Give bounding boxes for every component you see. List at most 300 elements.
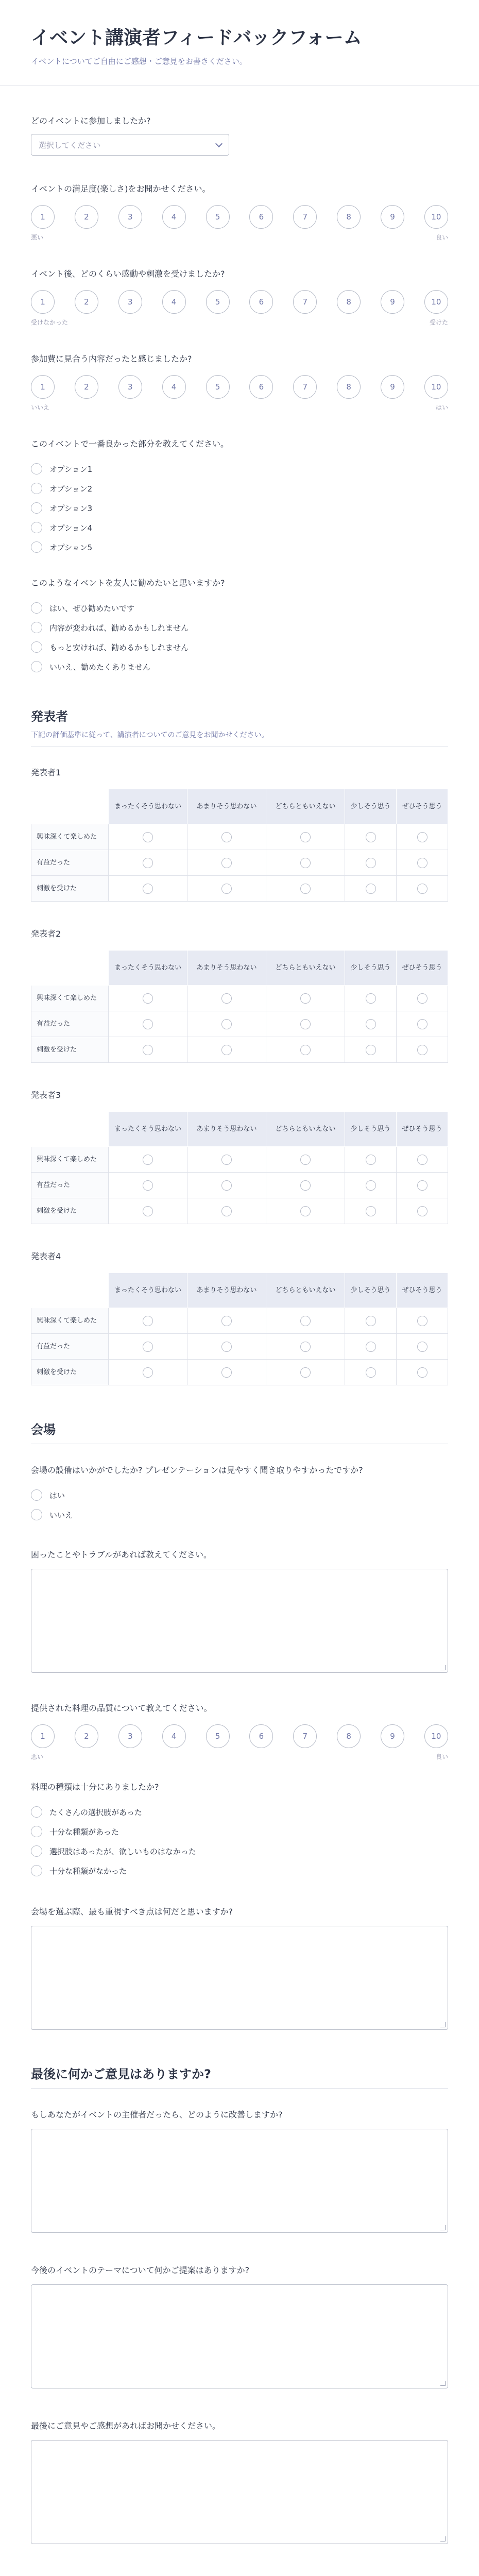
matrix-column-header: どちらともいえない [266,1112,345,1147]
rating-option[interactable]: 1 [31,290,55,314]
matrix-corner [31,951,109,986]
rating-option[interactable]: 6 [249,375,273,399]
rating-option[interactable]: 9 [381,375,404,399]
matrix-radio[interactable] [300,1206,311,1216]
matrix-cell [187,876,266,902]
rating-option[interactable]: 2 [75,205,98,229]
matrix-radio[interactable] [143,832,153,842]
rating-option[interactable]: 7 [293,375,317,399]
radio-option-label: 十分な種類がなかった [49,1866,127,1876]
radio-option[interactable] [31,618,448,637]
rating-option[interactable]: 7 [293,290,317,314]
matrix-radio[interactable] [366,858,376,868]
radio-button[interactable] [31,1826,42,1837]
radio-button[interactable] [31,483,42,494]
matrix-radio[interactable] [143,1180,153,1191]
matrix-column-header: まったくそう思わない [109,951,187,986]
speakers-section [31,706,448,1385]
speaker-block [31,1251,448,1385]
rating-option[interactable]: 9 [381,205,404,229]
rating-matrix [31,1273,448,1385]
matrix-radio[interactable] [366,1045,376,1055]
matrix-radio[interactable] [366,1342,376,1352]
matrix-radio[interactable] [417,1155,427,1165]
matrix-cell [266,876,345,902]
rating-option[interactable]: 6 [249,290,273,314]
rating-option[interactable]: 8 [337,290,361,314]
question-label: どのイベントに参加しましたか? [31,116,151,126]
matrix-radio[interactable] [366,1316,376,1326]
matrix-radio[interactable] [221,1045,232,1055]
matrix-row [31,986,448,1011]
matrix-row [31,824,448,850]
matrix-radio[interactable] [366,832,376,842]
matrix-cell [187,1011,266,1037]
rating-scale [31,1724,448,1748]
rating-option[interactable]: 9 [381,1724,404,1748]
radio-button[interactable] [31,522,42,533]
matrix-column-header: 少しそう思う [345,789,397,824]
question-organizer [31,2109,448,2233]
rating-option[interactable]: 8 [337,1724,361,1748]
rating-option[interactable]: 5 [206,290,230,314]
trouble-textarea[interactable] [31,1569,448,1673]
matrix-radio[interactable] [143,1316,153,1326]
radio-button[interactable] [31,602,42,614]
divider [31,2088,448,2089]
radio-option[interactable] [31,537,448,557]
matrix-column-header: 少しそう思う [345,1112,397,1147]
matrix-cell [345,1198,397,1224]
scale-low-label: 悪い [31,1753,44,1760]
speaker-block [31,928,448,1063]
question-label: 最後にご意見やご感想があればお聞かせください。 [31,2421,221,2431]
matrix-corner [31,1273,109,1308]
rating-matrix [31,1111,448,1224]
form-title: イベント講演者フィードバックフォーム [31,27,362,48]
matrix-radio[interactable] [366,1019,376,1029]
radio-option[interactable] [31,598,448,618]
matrix-cell [397,1037,448,1063]
organizer-textarea[interactable] [31,2129,448,2233]
rating-option[interactable]: 1 [31,375,55,399]
question-recommend [31,578,448,676]
question-value [31,353,448,412]
matrix-radio[interactable] [143,858,153,868]
scale-high-label: はい [435,404,448,411]
matrix-row [31,1360,448,1385]
question-label: 参加費に見合う内容だったと感じましたか? [31,354,192,364]
rating-scale [31,375,448,399]
matrix-cell [266,1334,345,1360]
matrix-radio[interactable] [366,1155,376,1165]
radio-option-label: 選択肢はあったが、欲しいものはなかった [49,1846,196,1856]
matrix-column-header: まったくそう思わない [109,789,187,824]
rating-option[interactable]: 3 [118,205,142,229]
matrix-cell [109,1334,187,1360]
matrix-radio[interactable] [221,884,232,894]
rating-option[interactable]: 10 [424,1724,448,1748]
question-food [31,1703,448,1761]
rating-option[interactable]: 3 [118,1724,142,1748]
matrix-radio[interactable] [300,884,311,894]
matrix-cell [109,1037,187,1063]
matrix-cell [345,1308,397,1334]
matrix-radio[interactable] [143,1206,153,1216]
matrix-row-label: 有益だった [31,850,109,876]
last-textarea[interactable] [31,2440,448,2544]
matrix-cell [266,850,345,876]
matrix-radio[interactable] [221,832,232,842]
radio-option[interactable] [31,498,448,518]
matrix-row [31,1037,448,1063]
rating-option[interactable]: 3 [118,375,142,399]
matrix-radio[interactable] [300,1367,311,1378]
question-label: イベントの満足度(楽しさ)をお聞かせください。 [31,184,211,194]
section-heading: 発表者 [31,709,68,724]
matrix-column-header: 少しそう思う [345,951,397,986]
matrix-radio[interactable] [300,1342,311,1352]
matrix-cell [397,986,448,1011]
matrix-column-header: どちらともいえない [266,1273,345,1308]
rating-scale [31,290,448,314]
matrix-radio[interactable] [417,993,427,1004]
matrix-row [31,1308,448,1334]
matrix-corner [31,789,109,824]
matrix-radio[interactable] [221,1342,232,1352]
matrix-row-label: 刺激を受けた [31,1198,109,1224]
matrix-cell [187,1147,266,1173]
rating-option[interactable]: 5 [206,375,230,399]
matrix-radio[interactable] [221,858,232,868]
rating-option[interactable]: 10 [424,205,448,229]
resize-grip-icon [440,1665,446,1670]
matrix-row-label: 興味深くて楽しめた [31,986,109,1011]
rating-scale [31,205,448,229]
radio-option[interactable] [31,479,448,498]
matrix-radio[interactable] [143,884,153,894]
rating-option[interactable]: 7 [293,205,317,229]
question-label: このイベントで一番良かった部分を教えてください。 [31,439,229,449]
matrix-row [31,1147,448,1173]
rating-option[interactable]: 6 [249,205,273,229]
matrix-cell [266,1198,345,1224]
venue-section [31,1419,448,2030]
radio-option-label: はい [49,1490,65,1500]
scale-ends [31,318,448,327]
rating-option[interactable]: 4 [162,375,186,399]
scale-ends [31,233,448,242]
radio-button[interactable] [31,1865,42,1876]
scale-high-label: 良い [435,1753,448,1760]
rating-option[interactable]: 2 [75,375,98,399]
matrix-radio[interactable] [143,1367,153,1378]
matrix-radio[interactable] [417,832,427,842]
matrix-cell [397,1198,448,1224]
matrix-radio[interactable] [300,1045,311,1055]
matrix-cell [345,986,397,1011]
question-food-variety [31,1782,448,1880]
question-priority [31,1906,448,2030]
rating-option[interactable]: 6 [249,1724,273,1748]
matrix-radio[interactable] [417,1045,427,1055]
matrix-cell [397,1308,448,1334]
matrix-cell [109,1308,187,1334]
question-label: もしあなたがイベントの主催者だったら、どのように改善しますか? [31,2110,283,2120]
matrix-radio[interactable] [221,993,232,1004]
matrix-radio[interactable] [221,1155,232,1165]
section-subheading: 下記の評価基準に従って、講演者についてのご意見をお聞かせください。 [31,731,269,739]
radio-option[interactable] [31,1505,448,1524]
question-label: 料理の種類は十分にありましたか? [31,1782,159,1792]
matrix-radio[interactable] [300,1316,311,1326]
radio-button[interactable] [31,1806,42,1818]
matrix-cell [187,1360,266,1385]
matrix-radio[interactable] [417,1367,427,1378]
radio-button[interactable] [31,541,42,553]
matrix-radio[interactable] [366,884,376,894]
radio-option[interactable] [31,459,448,479]
matrix-cell [187,1308,266,1334]
matrix-cell [109,1198,187,1224]
matrix-column-header: 少しそう思う [345,1273,397,1308]
radio-option-label: もっと安ければ、勧めるかもしれません [49,642,189,652]
radio-button[interactable] [31,502,42,514]
matrix-cell [266,1308,345,1334]
radio-option[interactable] [31,518,448,537]
matrix-radio[interactable] [221,1316,232,1326]
rating-option[interactable]: 8 [337,375,361,399]
matrix-cell [397,824,448,850]
form-content [0,115,479,2576]
matrix-radio[interactable] [300,832,311,842]
matrix-corner [31,1112,109,1147]
matrix-cell [187,1198,266,1224]
rating-option[interactable]: 10 [424,290,448,314]
radio-button[interactable] [31,463,42,474]
speaker-title: 発表者2 [31,929,61,939]
rating-option[interactable]: 8 [337,205,361,229]
radio-option-label: はい、ぜひ勧めたいです [49,603,135,613]
radio-option-label: 十分な種類があった [49,1827,119,1837]
question-event [31,115,448,156]
radio-option[interactable] [31,1861,448,1880]
matrix-radio[interactable] [366,1367,376,1378]
matrix-cell [397,1360,448,1385]
matrix-radio[interactable] [221,1019,232,1029]
matrix-cell [266,1037,345,1063]
matrix-cell [266,1173,345,1198]
event-dropdown[interactable] [31,134,229,156]
matrix-radio[interactable] [300,858,311,868]
matrix-column-header: あまりそう思わない [187,789,266,824]
matrix-cell [345,1011,397,1037]
question-best-part [31,438,448,557]
question-overall [31,183,448,242]
matrix-column-header: ぜひそう思う [397,1112,448,1147]
question-label: 提供された料理の品質について教えてください。 [31,1703,212,1713]
matrix-row [31,876,448,902]
radio-option[interactable] [31,1485,448,1505]
matrix-radio[interactable] [366,993,376,1004]
final-section [31,2064,448,2544]
rating-option[interactable]: 2 [75,290,98,314]
matrix-row-label: 刺激を受けた [31,1360,109,1385]
matrix-radio[interactable] [300,1155,311,1165]
radio-option[interactable] [31,657,448,676]
radio-button[interactable] [31,1509,42,1520]
rating-option[interactable]: 4 [162,1724,186,1748]
matrix-cell [187,850,266,876]
resize-grip-icon [440,2225,446,2230]
matrix-radio[interactable] [143,993,153,1004]
scale-high-label: 受けた [429,319,448,326]
matrix-cell [187,1037,266,1063]
section-heading: 会場 [31,1422,56,1437]
radio-option-label: いいえ、勧めたくありません [49,662,150,672]
question-trouble [31,1549,448,1673]
rating-option[interactable]: 10 [424,375,448,399]
matrix-radio[interactable] [300,1180,311,1191]
speaker-blocks [31,767,448,1385]
resize-grip-icon [440,2381,446,2386]
matrix-radio[interactable] [417,1206,427,1216]
rating-matrix [31,950,448,1063]
radio-option[interactable] [31,1841,448,1861]
matrix-radio[interactable] [300,1019,311,1029]
resize-grip-icon [440,2022,446,2027]
rating-option[interactable]: 7 [293,1724,317,1748]
matrix-radio[interactable] [143,1155,153,1165]
scale-high-label: 良い [435,234,448,241]
matrix-radio[interactable] [417,1316,427,1326]
matrix-radio[interactable] [417,884,427,894]
rating-option[interactable]: 1 [31,1724,55,1748]
question-label: イベント後、どのくらい感動や刺激を受けましたか? [31,269,225,279]
matrix-radio[interactable] [417,1019,427,1029]
rating-option[interactable]: 4 [162,205,186,229]
speaker-block [31,767,448,902]
matrix-cell [109,1011,187,1037]
radio-button[interactable] [31,1845,42,1857]
rating-matrix [31,789,448,902]
matrix-radio[interactable] [143,1019,153,1029]
dropdown-placeholder: 選択してください [39,140,101,150]
radio-option-label: オプション1 [49,464,93,474]
matrix-row [31,1198,448,1224]
rating-option[interactable]: 5 [206,205,230,229]
matrix-radio[interactable] [300,993,311,1004]
matrix-cell [345,1173,397,1198]
speaker-title: 発表者4 [31,1251,61,1261]
radio-group [31,1802,448,1880]
matrix-row-label: 刺激を受けた [31,1037,109,1063]
matrix-cell [109,1147,187,1173]
radio-button[interactable] [31,641,42,653]
matrix-cell [109,986,187,1011]
matrix-cell [266,986,345,1011]
speaker-block [31,1090,448,1224]
matrix-cell [187,824,266,850]
matrix-column-header: まったくそう思わない [109,1112,187,1147]
matrix-row-label: 有益だった [31,1011,109,1037]
question-theme [31,2265,448,2388]
matrix-cell [397,1147,448,1173]
matrix-radio[interactable] [417,1342,427,1352]
radio-option-label: オプション3 [49,503,93,513]
matrix-row-label: 刺激を受けた [31,876,109,902]
radio-button[interactable] [31,661,42,672]
rating-option[interactable]: 4 [162,290,186,314]
matrix-radio[interactable] [366,1206,376,1216]
matrix-cell [397,1173,448,1198]
matrix-row-label: 興味深くて楽しめた [31,1147,109,1173]
speaker-title: 発表者1 [31,768,61,777]
matrix-column-header: あまりそう思わない [187,1273,266,1308]
radio-option[interactable] [31,1822,448,1841]
radio-button[interactable] [31,1489,42,1501]
matrix-row-label: 興味深くて楽しめた [31,1308,109,1334]
matrix-cell [345,1147,397,1173]
matrix-cell [109,876,187,902]
radio-option-label: オプション4 [49,523,93,533]
matrix-column-header: あまりそう思わない [187,951,266,986]
matrix-radio[interactable] [221,1180,232,1191]
matrix-radio[interactable] [366,1180,376,1191]
rating-option[interactable]: 9 [381,290,404,314]
matrix-cell [266,1147,345,1173]
scale-ends [31,403,448,412]
matrix-cell [345,850,397,876]
radio-option-label: たくさんの選択肢があった [49,1807,142,1817]
radio-group [31,459,448,557]
question-label: 会場を選ぶ際、最も重視すべき点は何だと思いますか? [31,1907,233,1917]
rating-option[interactable]: 2 [75,1724,98,1748]
matrix-cell [187,1173,266,1198]
matrix-cell [109,1173,187,1198]
matrix-cell [345,1360,397,1385]
matrix-radio[interactable] [221,1367,232,1378]
rating-option[interactable]: 1 [31,205,55,229]
radio-option[interactable] [31,1802,448,1822]
matrix-radio[interactable] [143,1045,153,1055]
matrix-radio[interactable] [221,1206,232,1216]
matrix-row-label: 興味深くて楽しめた [31,824,109,850]
rating-option[interactable]: 5 [206,1724,230,1748]
matrix-cell [345,824,397,850]
matrix-radio[interactable] [143,1342,153,1352]
question-label: 今後のイベントのテーマについて何かご提案はありますか? [31,2265,250,2275]
matrix-column-header: ぜひそう思う [397,789,448,824]
question-inspired [31,268,448,327]
matrix-column-header: ぜひそう思う [397,1273,448,1308]
matrix-cell [397,1334,448,1360]
matrix-radio[interactable] [417,858,427,868]
radio-button[interactable] [31,622,42,633]
question-label: このようなイベントを友人に勧めたいと思いますか? [31,578,225,588]
matrix-cell [187,986,266,1011]
matrix-cell [109,824,187,850]
rating-option[interactable]: 3 [118,290,142,314]
theme-textarea[interactable] [31,2284,448,2388]
priority-textarea[interactable] [31,1926,448,2030]
matrix-cell [266,1360,345,1385]
radio-option[interactable] [31,637,448,657]
radio-option-label: オプション5 [49,543,93,552]
speaker-title: 発表者3 [31,1090,61,1100]
matrix-radio[interactable] [417,1180,427,1191]
matrix-column-header: まったくそう思わない [109,1273,187,1308]
